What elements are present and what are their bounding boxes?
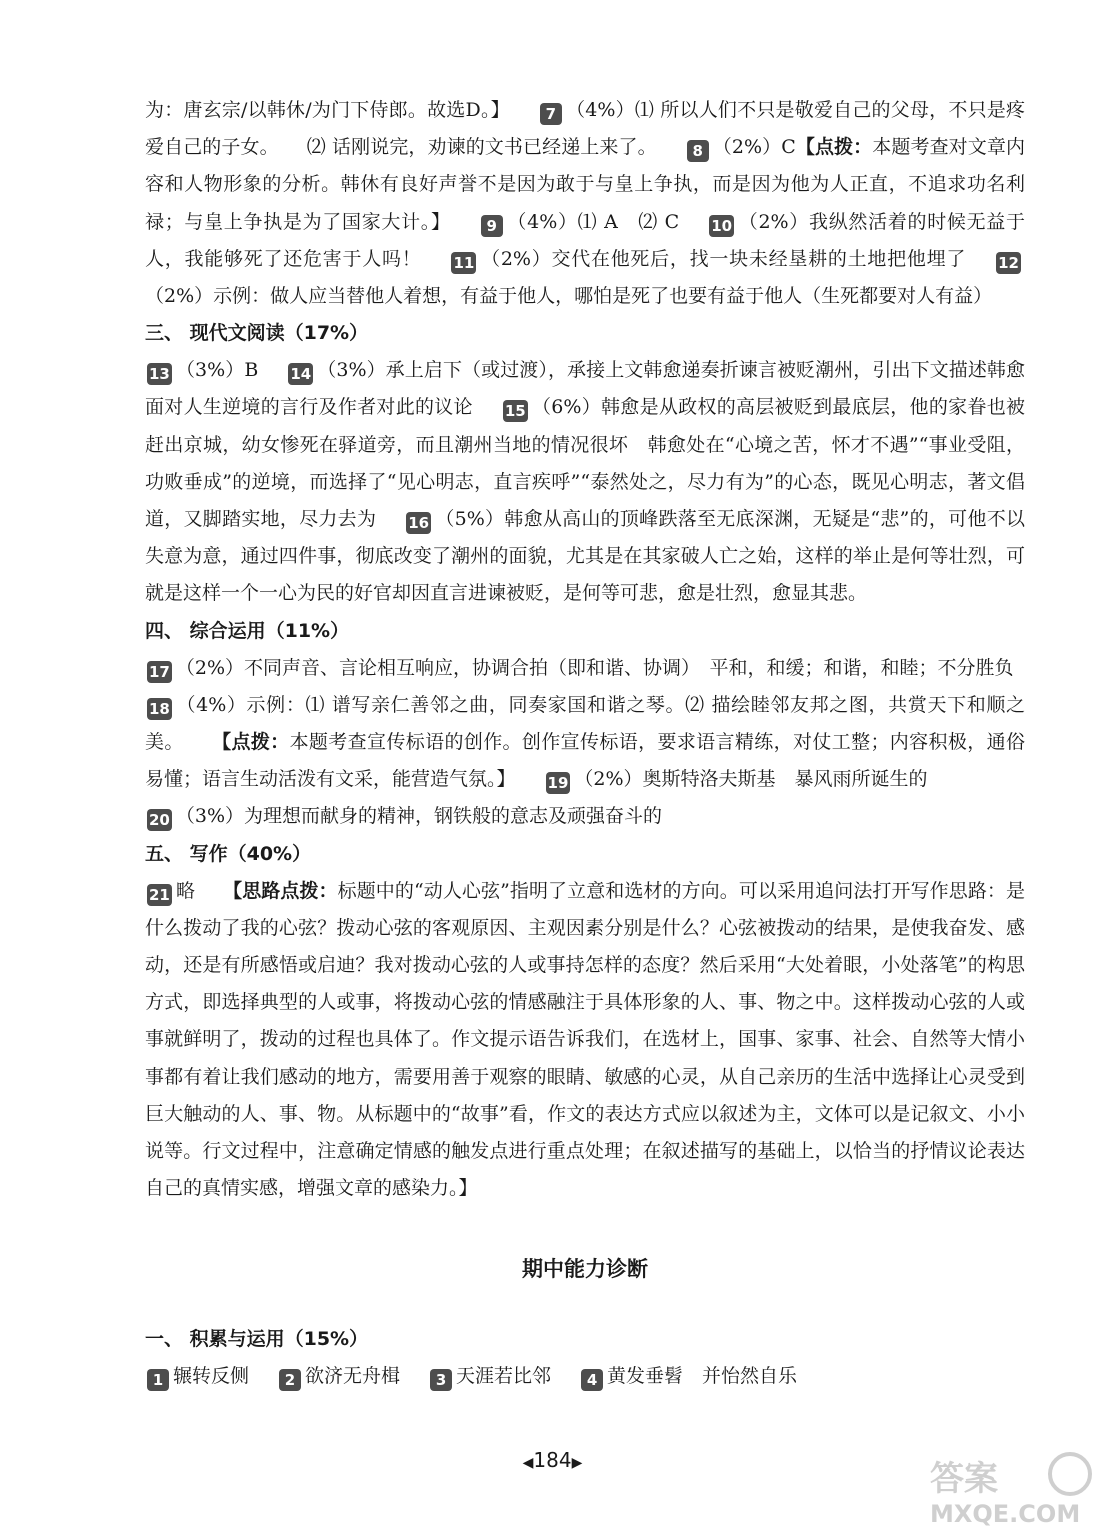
question-number-badge: 1 [147,1369,169,1391]
question-number-badge: 15 [504,402,526,421]
watermark-circle [1050,1454,1090,1494]
section-heading-comprehensive: 四、 综合运用（11%） [145,619,350,642]
answer-18-19: 18 （4%）示例：⑴ 谱写亲仁善邻之曲，同奏家国和谐之琴。⑵ 描绘睦邻友邦之图，共赏天下和顺之美。 【点拨：本题考查宣传标语的创作。创作宣传标语，要求语言精练，对仗工整；内容积极，通俗易懂；语言生动活泼有文采，能营造气氛。】 19 （2%）奥斯特洛夫斯基 暴风雨所诞生的 [145,693,1025,793]
question-number-badge: 11 [453,253,475,272]
question-number-badge: 17 [149,662,170,681]
question-number-badge: 8 [687,140,709,162]
left-triangle-icon: ◀ [522,1455,534,1471]
question-number-badge: 14 [290,365,312,384]
section-heading-accumulation: 一、 积累与运用（15%） [145,1328,369,1351]
question-number-badge: 21 [149,885,170,904]
question-number-badge: 9 [481,215,503,237]
watermark-top-text: 答案 [930,1459,998,1499]
question-number-badge: 18 [149,699,170,718]
tip-label: 【点拨： [795,136,873,159]
section-heading-writing: 五、 写作（40%） [145,842,312,865]
answer-20: 20 （3%）为理想而献身的精神，钢铁般的意志及顽强奋斗的 [149,805,663,830]
watermark-logo [920,1450,1095,1528]
question-number-badge: 20 [149,811,170,830]
answer-page [145,92,1025,1396]
paragraph-modern-reading: 13 （3%）B 14 （3%）承上启下（或过渡），承接上文韩愈递奏折谏言被贬潮州，引出下文描述韩愈面对人生逆境的言行及作者对此的议论 15 （6%）韩愈是从政权的高层被贬到最底层，他的家眷也被赶出京城，幼女惨死在驿道旁，而且潮州当地的情况很坏 韩愈处在“心境之苦，怀才不遇”“事业受阻，功败垂成”的逆境，而选择了“见心明志，直言疾呼”“泰然处之，尽力有为”的心态，既见心明志，著文倡道，又脚踏实地，尽力去为 16 （5%）韩愈从高山的顶峰跌落至无底深渊，无疑是“悲”的，可他不以失意为意，通过四件事，彻底改变了潮州的面貌，尤其是在其家破人亡之始，这样的举止是何等壮烈，可就是这样一个一心为民的好官却因直言进谏被贬，是何等可悲，愈是壮烈，愈显其悲。 [145,359,1025,605]
answer-17: 17 （2%）不同声音、言论相互响应，协调合拍（即和谐、协调） 平和，和缓；和谐，和睦；不分胜负 [149,656,1014,681]
watermark-bottom-text: MXQE.COM [930,1500,1081,1528]
midterm-title: 期中能力诊断 [522,1257,648,1282]
question-number-badge: 2 [279,1369,301,1391]
question-number-badge: 13 [149,365,170,384]
answers-1-4: 1 辗转反侧 2 欲济无舟楫 3 天涯若比邻 4 黄发垂髫 并怡然自乐 [145,1358,1025,1395]
right-triangle-icon: ▶ [571,1455,583,1471]
question-number-badge: 4 [581,1369,603,1391]
answer-21: 21 略 【思路点拨：标题中的“动人心弦”指明了立意和选材的方向。可以采用追问法打开写作思路：是什么拨动了我的心弦？拨动心弦的客观原因、主观因素分别是什么？心弦被拨动的结果，是使我奋发、感动，还是有所感悟或启迪？我对拨动心弦的人或事持怎样的态度？然后采用“大处着眼，小处落笔”的构思方式，即选择典型的人或事，将拨动心弦的情感融注于具体形象的人、事、物之中。这样拨动心弦的人或事就鲜明了，拨动的过程也具体了。作文提示语告诉我们，在选材上，国事、家事、社会、自然等大情小事都有着让我们感动的地方，需要用善于观察的眼睛、敏感的心灵，从自己亲历的生活中选择让心灵受到巨大触动的人、事、物。从标题中的“故事”看，作文的表达方式应以叙述为主，文体可以是记叙文、小小说等。行文过程中，注意确定情感的触发点进行重点处理；在叙述描写的基础上，以恰当的抒情议论表达自己的真情实感，增强文章的感染力。】 [145,879,1025,1200]
tip-label: 【思路点拨： [223,879,338,902]
question-number-badge: 7 [540,103,562,125]
question-number-badge: 12 [998,253,1019,272]
section-heading-modern-reading: 三、 现代文阅读（17%） [145,322,369,345]
question-number-badge: 19 [547,774,569,793]
paragraph-classical-answers: 为：唐玄宗/以韩休/为门下侍郎。故选D。】 7 （4%）⑴ 所以人们不只是敬爱自己的父母，不只是疼爱自己的子女。 ⑵ 话刚说完，劝谏的文书已经递上来了。 8 （2%）C【点拨：本题考查对文章内容和人物形象的分析。韩休有良好声誉不是因为敢于与皇上争执，而是因为他为人正直，不追求功名利禄；与皇上争执是为了国家大计。】 9 （4%）⑴ A ⑵ C 10 （2%）我纵然活着的时候无益于人，我能够死了还危害于人吗！ 11 （2%）交代在他死后，找一块未经垦耕的土地把他埋了 12（2%）示例：做人应当替他人着想，有益于他人，哪怕是死了也要有益于他人（生死都要对人有益） [145,99,1025,308]
question-number-badge: 16 [408,514,430,533]
page-number: ◀184▶ [522,1448,583,1472]
question-number-badge: 10 [711,216,733,235]
tip-label: 【点拨： [211,731,290,754]
question-number-badge: 3 [430,1369,452,1391]
